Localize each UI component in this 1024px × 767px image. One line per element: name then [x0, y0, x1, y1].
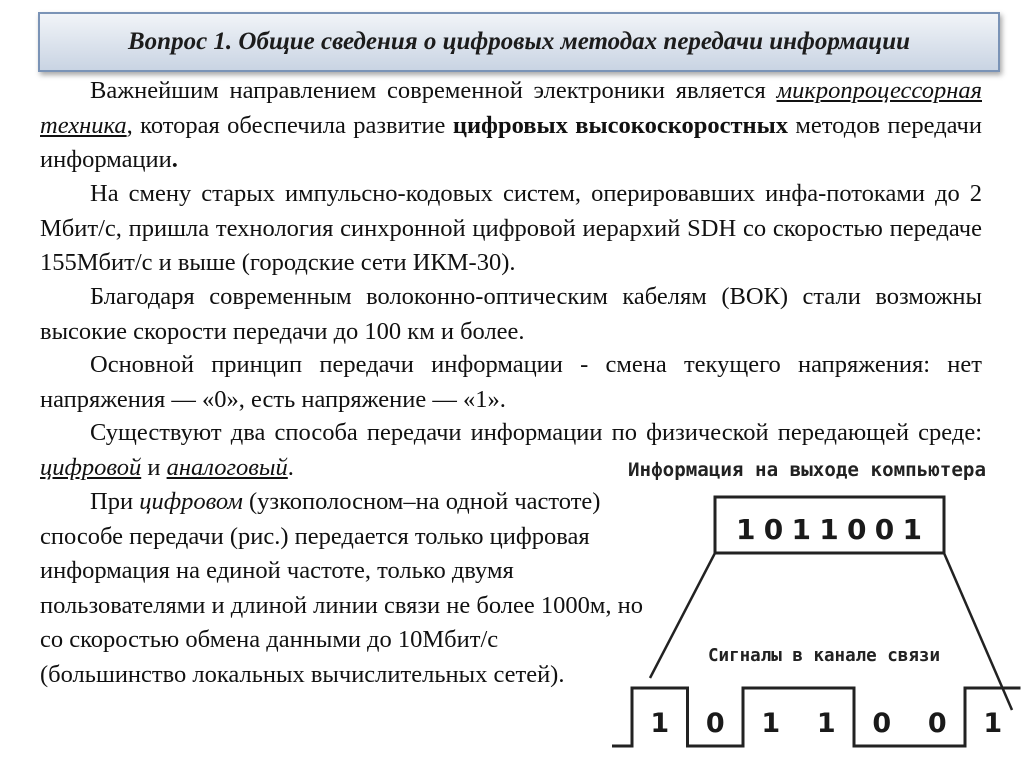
signal-bit-label: 1	[650, 708, 670, 739]
p2-text: На смену старых импульсно-кодовых систем, оперировавших инфа-потоками до 2 Мбит/с, пришла технология синхронной цифровой иерархий SDH со скоростью передаче 155Мбит/с и выше (городские сети ИКМ-30).	[40, 180, 982, 276]
p5-text-3: .	[287, 453, 294, 481]
p6-text-1: При	[90, 488, 140, 515]
paragraph-3	[40, 280, 982, 349]
p1-bold-term: цифровых высокоскоростных	[452, 111, 789, 139]
digital-transmission-diagram	[612, 448, 1024, 767]
paragraph-4	[40, 348, 982, 417]
title-banner	[38, 12, 1000, 72]
signal-bit-label: 0	[872, 708, 892, 739]
p3-text: Благодаря современным волоконно-оптическим кабелям (ВОК) стали возможны высокие скорости передачи до 100 км и более.	[40, 283, 982, 345]
p5-text-2: и	[141, 453, 167, 481]
p1-text-2: , которая обеспечила развитие	[126, 111, 453, 139]
signal-waveform	[612, 688, 1021, 746]
paragraph-1	[40, 74, 982, 178]
p6-italic-term: цифровом	[139, 488, 243, 515]
bits-box-value: 1 0 1 1 0 0 1	[736, 513, 922, 546]
signal-bit-label: 0	[705, 708, 725, 739]
right-connector-line	[944, 553, 1012, 710]
computer-output-label: Информация на выходе компьютера	[628, 459, 986, 481]
p5-link-analog: аналоговый	[166, 453, 288, 481]
p5-link-digital: цифровой	[40, 453, 142, 481]
signal-bit-label: 1	[761, 708, 781, 739]
p1-text-1: Важнейшим направлением современной электроники является	[90, 77, 777, 104]
signal-bit-label: 1	[816, 708, 836, 739]
p1-text-3: методов передачи информации	[40, 111, 982, 173]
signal-bit-label: 1	[983, 708, 1003, 739]
p1-bold-period: .	[171, 146, 178, 173]
p1-link-term: микропроцессорная техника	[40, 77, 982, 139]
p4-text: Основной принцип передачи информации - смена текущего напряжения: нет напряжения — «0», есть напряжение — «1».	[40, 351, 982, 413]
p5-text-1: Существуют два способа передачи информации по физической передающей среде:	[90, 419, 982, 446]
channel-signals-label: Сигналы в канале связи	[708, 645, 940, 666]
left-connector-line	[650, 553, 715, 678]
paragraph-2	[40, 177, 982, 281]
slide-title: Вопрос 1. Общие сведения о цифровых методах передачи информации	[127, 28, 911, 55]
paragraph-6	[40, 485, 646, 692]
signal-bit-label: 0	[927, 708, 947, 739]
p6-text-2: (узкополосном–на одной частоте) способе передачи (рис.) передается только цифровая информация на единой частоте, только двумя пользователями и длиной линии связи не более 1000м, но со скоростью обмена данными до 10Мбит/с (большинство локальных вычислительных сетей).	[40, 488, 643, 688]
